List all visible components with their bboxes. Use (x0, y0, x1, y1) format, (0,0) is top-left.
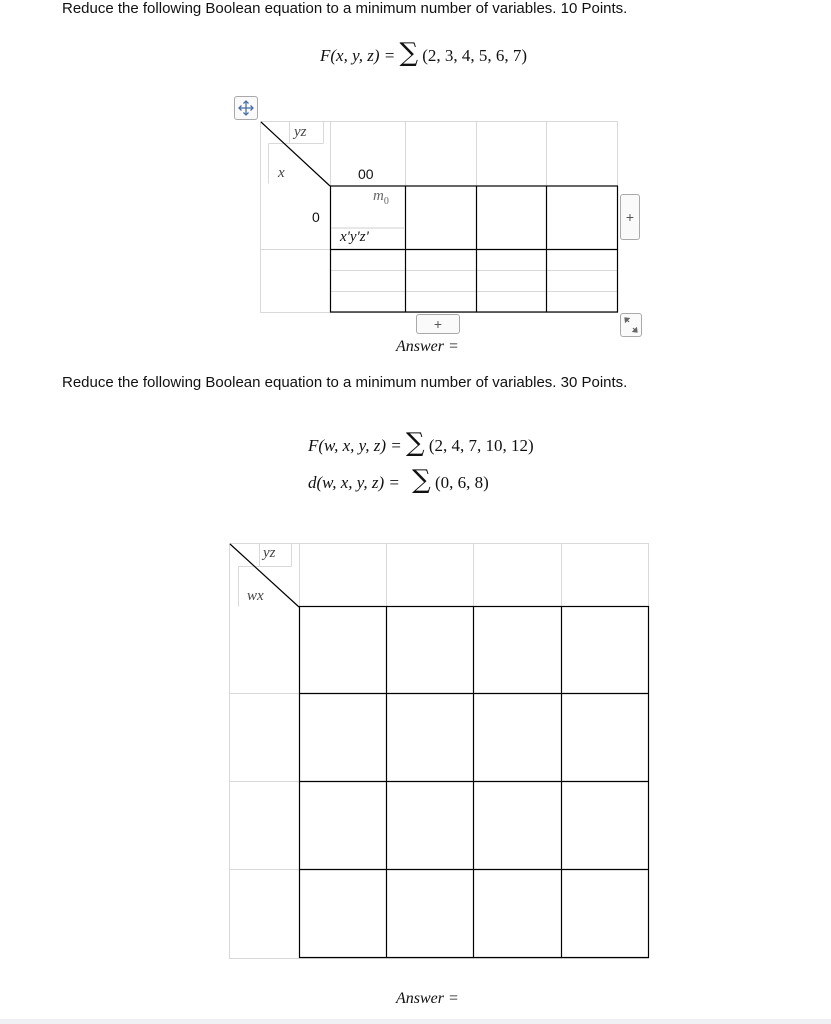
kmap-1-cell-expression: x'y'z' (340, 229, 369, 245)
sigma-symbol: ∑ (412, 465, 431, 495)
question-1-title: Reduce the following Boolean equation to a minimum number of variables. 10 Points. (62, 0, 628, 17)
plus-icon: + (625, 209, 635, 225)
plus-icon: + (433, 316, 443, 332)
kmap-1-row-var: x (278, 165, 285, 181)
function-rhs: (2, 4, 7, 10, 12) (428, 436, 534, 455)
resize-icon (623, 316, 639, 334)
kmap-2-row-var: wx (247, 588, 264, 604)
question-1-answer-label: Answer = (396, 338, 459, 355)
sigma-symbol: ∑ (399, 38, 419, 68)
kmap-2-col-var: yz (263, 545, 276, 561)
kmap-1-col-header-00: 00 (358, 166, 374, 182)
function-rhs: (2, 3, 4, 5, 6, 7) (422, 46, 528, 65)
kmap-2-cells (300, 607, 649, 958)
question-2-title: Reduce the following Boolean equation to a minimum number of variables. 30 Points. (62, 374, 628, 391)
table-resize-handle[interactable] (620, 313, 642, 337)
function-lhs: F(w, x, y, z) = (308, 436, 402, 455)
question-2-dontcare (308, 467, 489, 493)
dontcare-rhs: (0, 6, 8) (434, 473, 489, 492)
dontcare-lhs: d(w, x, y, z) = (308, 473, 400, 492)
kmap-1-row-header-0: 0 (312, 209, 320, 225)
kmap-4var-grid (0, 530, 831, 970)
question-2-function (308, 430, 534, 456)
kmap-1-col-var: yz (294, 124, 307, 140)
function-lhs: F(x, y, z) = (320, 46, 396, 65)
add-row-button[interactable] (416, 314, 460, 334)
question-2-answer-label: Answer = (396, 990, 459, 1007)
sigma-symbol: ∑ (406, 428, 425, 458)
add-column-button[interactable] (620, 194, 640, 240)
kmap-1-cell-minterm: $m_0$ (373, 188, 389, 207)
page-footer-bar (0, 1019, 831, 1024)
